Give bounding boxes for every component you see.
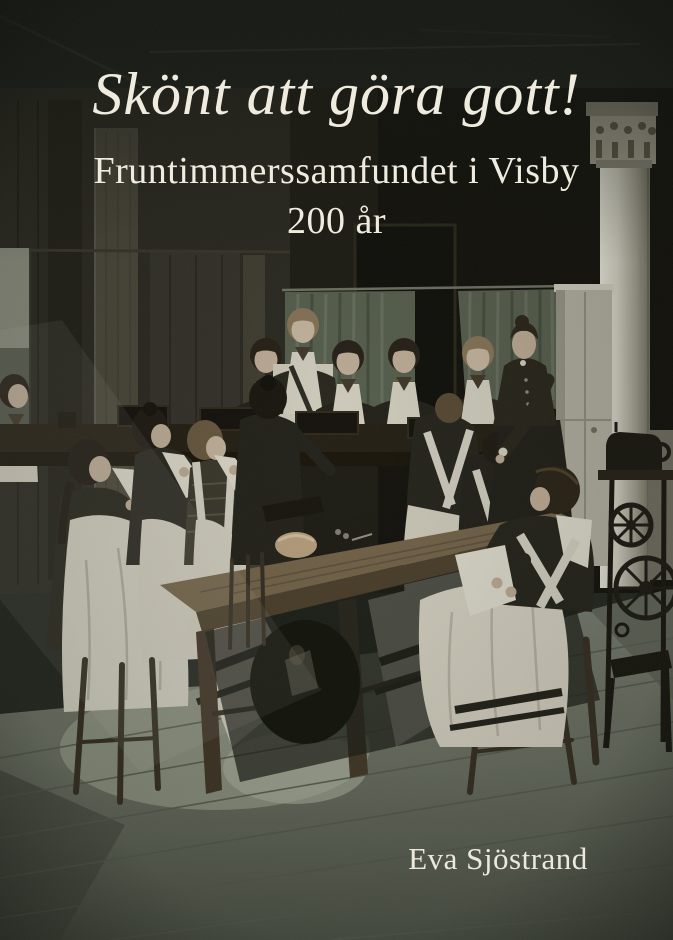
cover-title: Skönt att göra gott! (92, 61, 581, 127)
cover-subtitle: Fruntimmerssamfundet i Visby (93, 150, 580, 192)
cover-subtitle-years: 200 år (286, 200, 387, 242)
author-name: Eva Sjöstrand (408, 841, 588, 876)
